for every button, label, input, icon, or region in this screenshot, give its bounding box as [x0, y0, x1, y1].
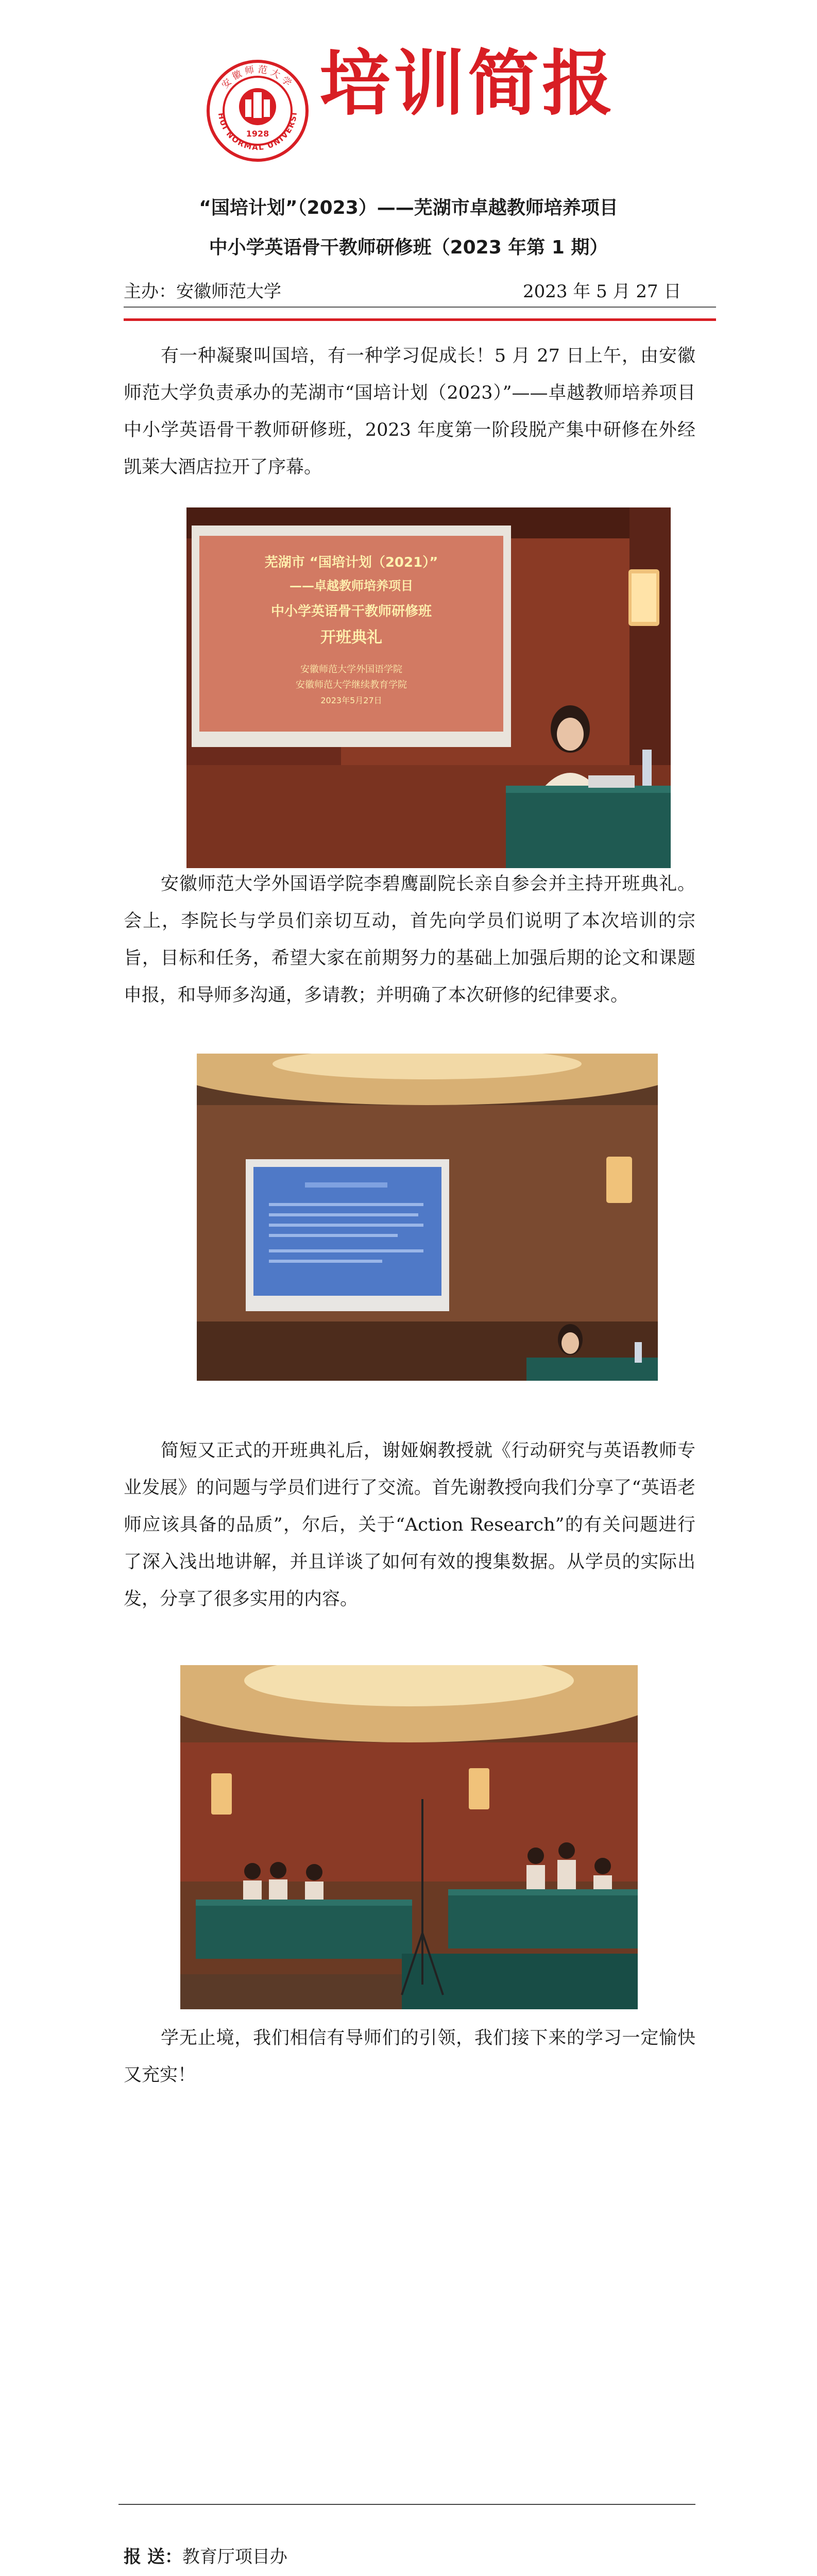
logo-year: 1928 — [246, 129, 269, 139]
footer-divider-top — [118, 2504, 695, 2505]
footer-label: 报 送： — [124, 2547, 182, 2567]
logo-top-text: 安徽师范大学 — [219, 64, 296, 91]
project-subtitle: “国培计划”（2023）——芜湖市卓越教师培养项目 — [199, 197, 618, 218]
paragraph-closing: 学无止境，我们相信有导师们的引领，我们接下来的学习一定愉快又充实！ — [124, 2028, 695, 2086]
slide-line-5: 安徽师范大学外国语学院 — [300, 664, 402, 675]
paragraph-intro: 有一种凝聚叫国培，有一种学习促成长！5 月 27 日上午，由安徽师范大学负责承办的芜湖市“国培计划（2023）”——卓越教师培养项目中小学英语骨干教师研修班，2023 年度第一阶段脱产集中研修在外经凯莱大酒店拉开了序幕。 — [124, 346, 695, 478]
logo-arc-text: HUI NORMAL UNIVERSI — [216, 111, 299, 152]
university-seal-icon — [206, 59, 309, 162]
paragraph-opening-host: 安徽师范大学外国语学院李碧鹰副院长亲自参会并主持开班典礼。会上，李院长与学员们亲切互动，首先向学员们说明了本次培训的宗旨，目标和任务，希望大家在前期努力的基础上加强后期的论文和课题申报，和导师多沟通，多请教；并明确了本次研修的纪律要求。 — [124, 874, 695, 1006]
slide-line-2: ——卓越教师培养项目 — [290, 579, 413, 593]
slide-line-1: 芜湖市 “国培计划（2021）” — [264, 555, 438, 570]
slide-line-7: 2023年5月27日 — [320, 696, 382, 705]
footer-recipient: 教育厅项目办 — [182, 2547, 287, 2567]
photo-lecture — [197, 1054, 658, 1381]
photo-classroom — [180, 1665, 638, 2009]
organizer-text: 主办：安徽师范大学 — [124, 281, 281, 302]
footer-send-to — [124, 2543, 287, 2568]
issue-date: 2023 年 5 月 27 日 — [523, 281, 682, 302]
university-logo — [206, 59, 309, 162]
paragraph-lecture: 简短又正式的开班典礼后，谢娅娴教授就《行动研究与英语教师专业发展》的问题与学员们进行了交流。首先谢教授向我们分享了“英语老师应该具备的品质”，尔后，关于“Action Research”的有关问题进行了深入浅出地讲解，并且详谈了如何有效的搜集数据。从学员的实际出发，分享了很多实用的内容。 — [124, 1440, 695, 1609]
header-divider-thin — [124, 307, 716, 308]
slide-line-3: 中小学英语骨干教师研修班 — [270, 604, 432, 619]
bulletin-title: 培训简报 — [319, 42, 617, 125]
slide-line-4: 开班典礼 — [320, 629, 382, 647]
photo-opening-ceremony — [186, 507, 671, 868]
class-subtitle: 中小学英语骨干教师研修班（2023 年第 1 期） — [209, 237, 608, 258]
header-divider-red — [124, 318, 716, 321]
slide-line-6: 安徽师范大学继续教育学院 — [296, 680, 407, 690]
